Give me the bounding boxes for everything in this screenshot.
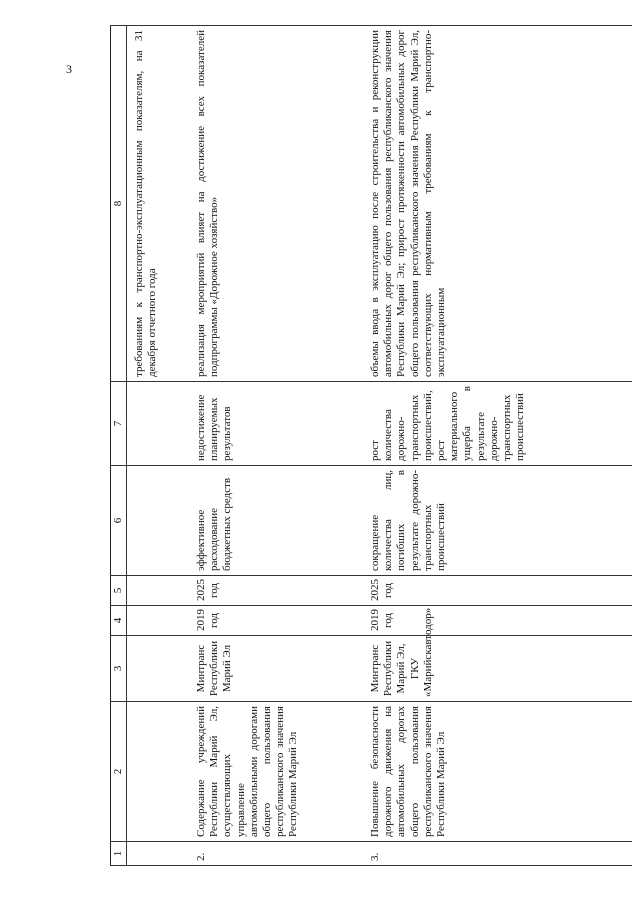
table-row: [127, 26, 190, 866]
end-year: [127, 576, 190, 606]
expected-result: [127, 466, 190, 576]
col-header: 7: [111, 382, 127, 466]
row-number: 3.: [363, 842, 632, 866]
risk: [127, 382, 190, 466]
col-header: 2: [111, 702, 127, 842]
measure-name: Повышение безопасности дорожного движения на автомобильных дорогах общего пользования республиканского значения Республики Марий Эл: [363, 702, 632, 842]
measure-name: Содержание учреждений Республики Марий Эл, осуществляющих управление автомобильными дорогами общего пользования республиканского значения Республики Марий Эл: [189, 702, 363, 842]
table-row: [189, 26, 363, 866]
table-row: [363, 26, 632, 866]
col-header: 1: [111, 842, 127, 866]
end-year: 2025 год: [363, 576, 632, 606]
executor: Минтранс Республики Марий Эл, ГКУ «Марийскавтодор»: [363, 636, 632, 702]
expected-result: эффективное расходование бюджетных средств: [189, 466, 363, 576]
start-year: [127, 606, 190, 636]
indicator-link: требованиям к транспортно-эксплуатационным показателям, на 31 декабря отчетного года: [127, 26, 190, 382]
rotated-table-frame: [110, 26, 632, 866]
col-header: 3: [111, 636, 127, 702]
executor: Минтранс Республики Марий Эл: [189, 636, 363, 702]
risk: рост количества дорожно-транспортных происшествий, рост материального ущерба в результате дорожно-транспортных происшествий: [363, 382, 632, 466]
row-number: 2.: [189, 842, 363, 866]
col-header: 4: [111, 606, 127, 636]
col-header: 5: [111, 576, 127, 606]
row-number: [127, 842, 190, 866]
start-year: 2019 год: [363, 606, 632, 636]
expected-result: сокращение количества лиц, погибших в результате дорожно-транспортных происшествий: [363, 466, 632, 576]
measures-table: [110, 25, 632, 866]
start-year: 2019 год: [189, 606, 363, 636]
risk: недостижение планируемых результатов: [189, 382, 363, 466]
col-header: 6: [111, 466, 127, 576]
col-header: 8: [111, 26, 127, 382]
measure-name: [127, 702, 190, 842]
indicator-link: реализация мероприятий влияет на достижение всех показателей подпрограммы «Дорожное хозяйство»: [189, 26, 363, 382]
indicator-link: объемы ввода в эксплуатацию после строительства и реконструкции автомобильных дорог общего пользования республиканского значения Республики Марий Эл; прирост протяженности автомобильных дорог общего пользования республиканского значения Республики Марий Эл, соответствующих нормативным требованиям к транспортно-эксплуатационным: [363, 26, 632, 382]
header-row: [111, 26, 127, 866]
executor: [127, 636, 190, 702]
page-number: 3: [66, 62, 72, 76]
end-year: 2025 год: [189, 576, 363, 606]
